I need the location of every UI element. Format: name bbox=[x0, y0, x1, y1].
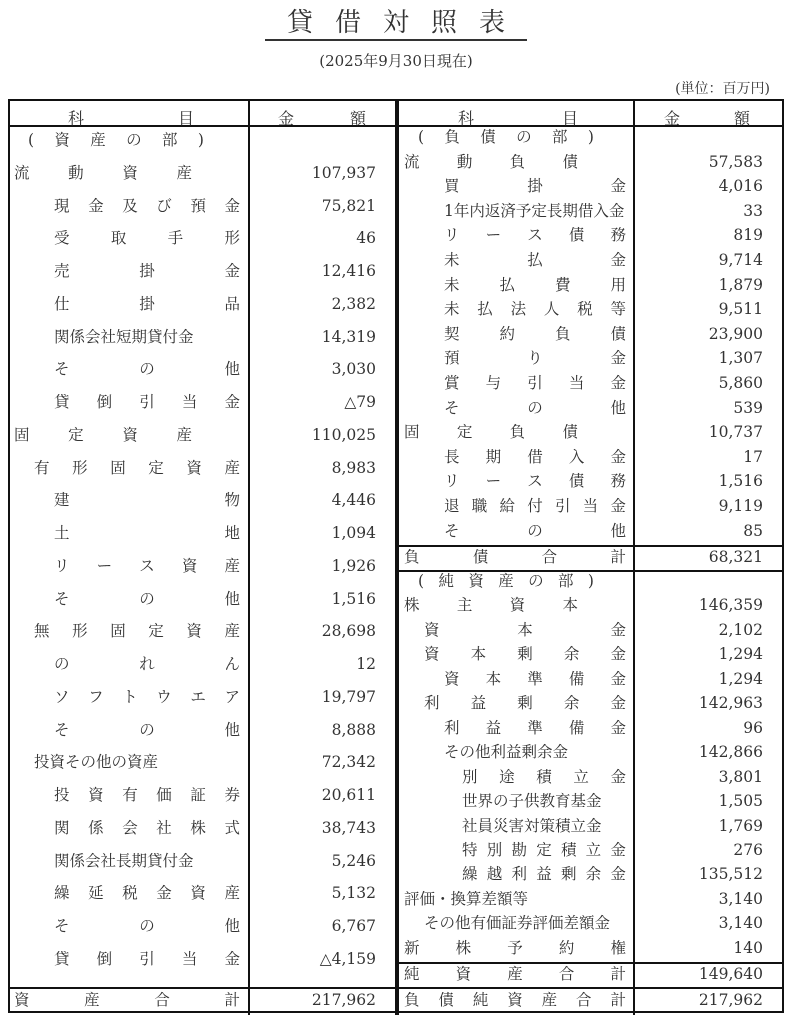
row-label: リ ー ス 債 務 bbox=[444, 472, 626, 491]
row-amount: 107,937 bbox=[311, 163, 376, 182]
header-amount-left-2: 額 bbox=[350, 109, 367, 128]
row-label: 資 本 剰 余 金 bbox=[424, 645, 626, 664]
row-amount: 1,094 bbox=[331, 524, 376, 542]
row-amount: 142,963 bbox=[698, 694, 763, 713]
unit-label: (単位：百万円) bbox=[675, 81, 770, 97]
header-subject-left: 科 bbox=[68, 109, 85, 128]
row-amount: △79 bbox=[344, 393, 376, 411]
header-amount-right: 金 bbox=[664, 109, 681, 128]
row-amount: 14,319 bbox=[321, 327, 376, 346]
row-label: ( 負 債 の 部 ) bbox=[418, 128, 594, 146]
row-amount: 142,866 bbox=[698, 743, 763, 762]
header-subject-left-2: 目 bbox=[178, 109, 195, 128]
row-amount: 1,516 bbox=[718, 472, 763, 491]
row-label: 未 払 法 人 税 等 bbox=[444, 300, 626, 319]
row-amount: 9,714 bbox=[718, 251, 763, 269]
header-subject-right-2: 目 bbox=[562, 109, 579, 128]
row-label: 負 債 純 資 産 合 計 bbox=[404, 991, 626, 1009]
row-amount: 1,926 bbox=[331, 556, 376, 575]
row-label: 無 形 固 定 資 産 bbox=[34, 622, 240, 641]
row-divider bbox=[397, 987, 784, 989]
row-label: そ の 他 bbox=[444, 521, 626, 540]
row-amount: 1,879 bbox=[718, 275, 763, 294]
row-label: 貸 倒 引 当 金 bbox=[54, 949, 240, 968]
row-amount: 539 bbox=[733, 398, 763, 417]
row-amount: 1,294 bbox=[718, 645, 763, 664]
row-label: 利 益 準 備 金 bbox=[444, 718, 626, 737]
row-amount: 276 bbox=[733, 840, 763, 859]
row-amount: 85 bbox=[743, 521, 763, 540]
row-label: その他利益剰余金 bbox=[444, 743, 569, 762]
row-label: の れ ん bbox=[54, 655, 240, 673]
header-subject-right: 科 bbox=[458, 109, 475, 128]
row-amount: 4,016 bbox=[718, 177, 763, 196]
row-label: 別 途 積 立 金 bbox=[462, 767, 626, 786]
row-label: リ ー ス 債 務 bbox=[444, 226, 626, 245]
row-label: 資 本 準 備 金 bbox=[444, 669, 626, 688]
row-label: 世界の子供教育基金 bbox=[462, 792, 602, 811]
row-amount: 10,737 bbox=[708, 423, 763, 442]
row-amount: 819 bbox=[733, 226, 763, 245]
row-label: そ の 他 bbox=[54, 720, 240, 739]
row-label: その他有価証券評価差額金 bbox=[424, 914, 611, 933]
row-label: 土 地 bbox=[54, 524, 240, 542]
row-amount: 96 bbox=[743, 718, 763, 737]
row-amount: 149,640 bbox=[698, 965, 763, 983]
row-amount: 17 bbox=[743, 447, 763, 466]
row-label: 評価・換算差額等 bbox=[404, 889, 529, 908]
row-amount: 217,962 bbox=[311, 991, 376, 1009]
row-amount: 135,512 bbox=[698, 865, 763, 884]
row-label: 利 益 剰 余 金 bbox=[424, 694, 626, 713]
row-amount: 3,140 bbox=[718, 914, 763, 933]
row-divider bbox=[397, 545, 784, 547]
row-label: ( 資 産 の 部 ) bbox=[28, 131, 204, 149]
row-amount: 12 bbox=[356, 655, 376, 673]
row-amount: 2,102 bbox=[718, 620, 763, 639]
row-label: 資 本 金 bbox=[424, 620, 626, 639]
row-amount: 2,382 bbox=[331, 294, 376, 313]
row-amount: 1,307 bbox=[718, 349, 763, 368]
row-label: 退 職 給 付 引 当 金 bbox=[444, 497, 626, 515]
row-label: そ の 他 bbox=[54, 360, 240, 379]
center-divider bbox=[395, 99, 399, 1015]
row-amount: 72,342 bbox=[321, 753, 376, 772]
document-title: 貸借対照表 bbox=[0, 2, 792, 39]
row-label: 仕 掛 品 bbox=[54, 294, 240, 313]
row-label: 繰 越 利 益 剰 余 金 bbox=[462, 865, 626, 884]
row-amount: 140 bbox=[733, 938, 763, 957]
row-label: 特 別 勘 定 積 立 金 bbox=[462, 840, 626, 859]
row-amount: 46 bbox=[356, 229, 376, 248]
row-label: 長 期 借 入 金 bbox=[444, 447, 626, 466]
row-label: 繰 延 税 金 資 産 bbox=[54, 884, 240, 903]
row-label: 貸 倒 引 当 金 bbox=[54, 393, 240, 411]
row-amount: 28,698 bbox=[321, 622, 376, 641]
row-label: 流 動 負 債 bbox=[404, 152, 578, 171]
row-amount: 1,505 bbox=[718, 792, 763, 811]
row-label: ソ フ ト ウ エ ア bbox=[54, 687, 240, 706]
row-label: 現 金 及 び 預 金 bbox=[54, 196, 240, 215]
row-label: 負 債 合 計 bbox=[404, 548, 626, 566]
row-label: そ の 他 bbox=[444, 398, 626, 417]
row-label: 社員災害対策積立金 bbox=[462, 816, 602, 835]
row-label: 投資その他の資産 bbox=[34, 753, 159, 772]
row-label: そ の 他 bbox=[54, 917, 240, 935]
row-amount: 9,119 bbox=[718, 497, 763, 515]
row-label: 有 形 固 定 資 産 bbox=[34, 458, 240, 477]
row-amount: 9,511 bbox=[718, 300, 763, 319]
row-label: ( 純 資 産 の 部 ) bbox=[418, 572, 594, 590]
right-amount-divider bbox=[633, 99, 635, 1015]
row-amount: 23,900 bbox=[708, 324, 763, 343]
row-amount: 38,743 bbox=[321, 818, 376, 837]
row-amount: 12,416 bbox=[321, 262, 376, 280]
row-label: 建 物 bbox=[54, 491, 240, 510]
row-label: 賞 与 引 当 金 bbox=[444, 374, 626, 392]
row-label: リ ー ス 資 産 bbox=[54, 556, 240, 575]
row-label: 固 定 資 産 bbox=[14, 425, 192, 444]
row-amount: 4,446 bbox=[331, 491, 376, 510]
row-amount: 6,767 bbox=[331, 917, 376, 935]
row-label: 純 資 産 合 計 bbox=[404, 965, 626, 983]
row-amount: 217,962 bbox=[698, 991, 763, 1009]
row-amount: 5,860 bbox=[718, 374, 763, 392]
row-label: 契 約 負 債 bbox=[444, 324, 626, 343]
row-amount: 5,246 bbox=[331, 851, 376, 870]
row-amount: 3,030 bbox=[331, 360, 376, 379]
row-label: 新 株 予 約 権 bbox=[404, 938, 626, 957]
left-amount-divider bbox=[248, 99, 250, 1015]
row-amount: 3,140 bbox=[718, 889, 763, 908]
row-label: 受 取 手 形 bbox=[54, 229, 240, 248]
row-amount: 3,801 bbox=[718, 767, 763, 786]
row-label: そ の 他 bbox=[54, 589, 240, 608]
row-amount: 1,769 bbox=[718, 816, 763, 835]
row-label: 流 動 資 産 bbox=[14, 163, 192, 182]
row-amount: 110,025 bbox=[311, 425, 376, 444]
row-label: 資 産 合 計 bbox=[14, 991, 240, 1009]
row-label: 未 払 金 bbox=[444, 251, 626, 269]
row-label: 株 主 資 本 bbox=[404, 596, 578, 615]
row-label: 売 掛 金 bbox=[54, 262, 240, 280]
row-amount: 19,797 bbox=[321, 687, 376, 706]
row-amount: 33 bbox=[743, 201, 763, 220]
row-amount: 20,611 bbox=[321, 786, 376, 804]
row-amount: 8,888 bbox=[331, 720, 376, 739]
row-amount: 8,983 bbox=[331, 458, 376, 477]
row-amount: 75,821 bbox=[321, 196, 376, 215]
row-label: 関 係 会 社 株 式 bbox=[54, 818, 240, 837]
row-amount: 146,359 bbox=[698, 596, 763, 615]
row-divider bbox=[8, 987, 397, 989]
header-amount-right-2: 額 bbox=[734, 109, 751, 128]
row-amount: △4,159 bbox=[319, 949, 376, 968]
row-amount: 1,294 bbox=[718, 669, 763, 688]
row-amount: 5,132 bbox=[331, 884, 376, 903]
row-amount: 57,583 bbox=[708, 152, 763, 171]
row-amount: 68,321 bbox=[708, 548, 763, 566]
row-label: 1年内返済予定長期借入金 bbox=[444, 201, 625, 220]
row-label: 預 り 金 bbox=[444, 349, 626, 368]
header-amount-left: 金 bbox=[278, 109, 295, 128]
row-label: 関係会社短期貸付金 bbox=[54, 327, 194, 346]
row-label: 固 定 負 債 bbox=[404, 423, 578, 442]
row-divider bbox=[397, 962, 784, 964]
as-of-date: (2025年9月30日現在) bbox=[319, 52, 473, 70]
row-label: 買 掛 金 bbox=[444, 177, 626, 196]
row-amount: 1,516 bbox=[331, 589, 376, 608]
row-label: 未 払 費 用 bbox=[444, 275, 626, 294]
row-label: 投 資 有 価 証 券 bbox=[54, 786, 240, 804]
row-label: 関係会社長期貸付金 bbox=[54, 851, 194, 870]
